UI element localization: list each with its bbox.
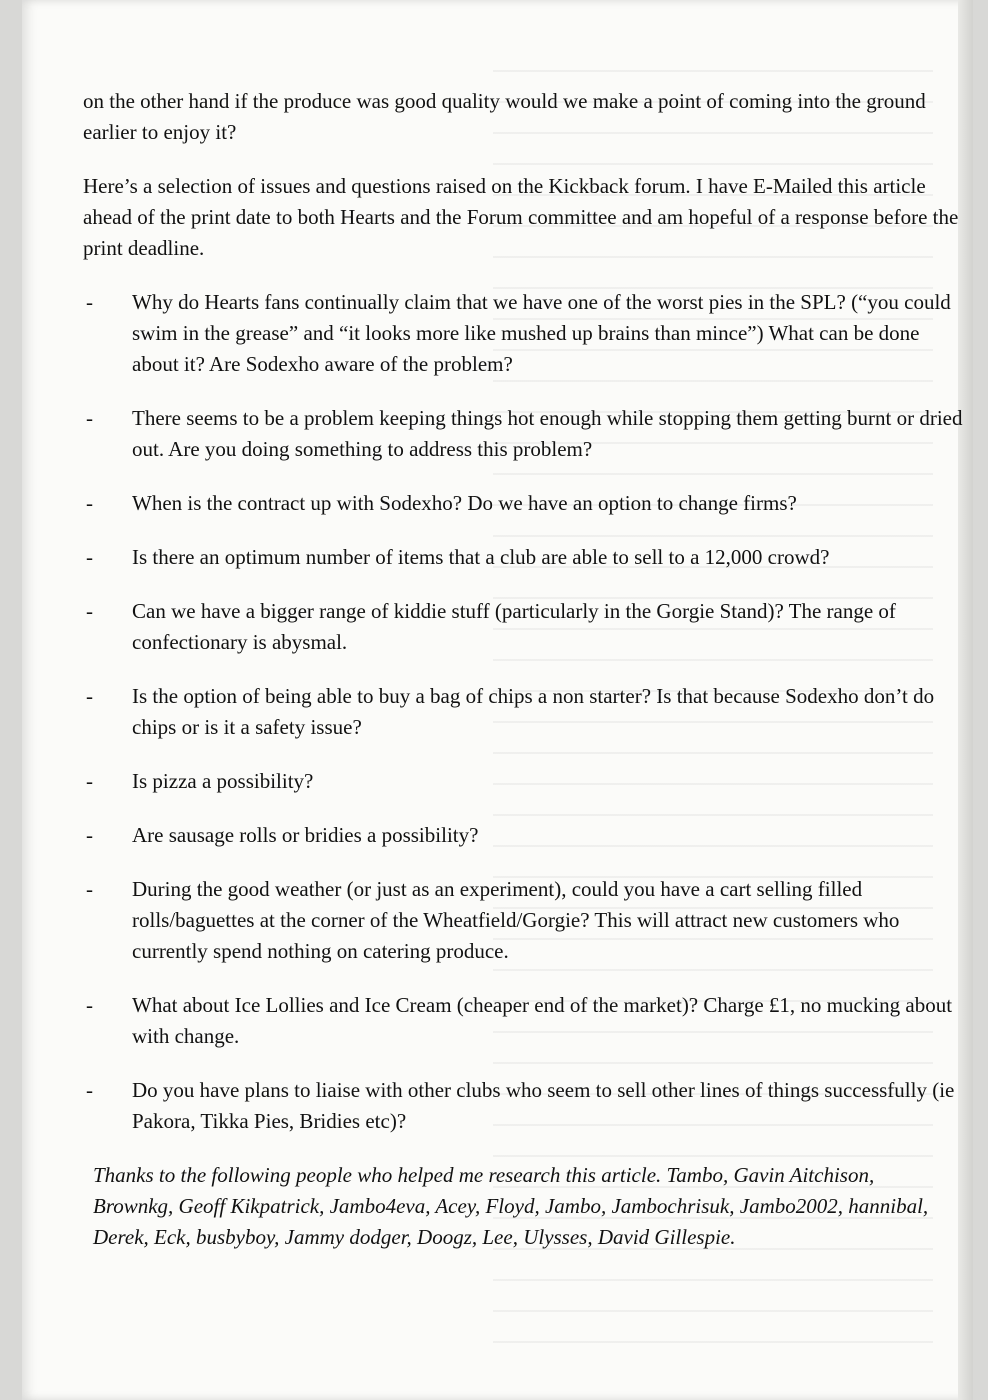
question-text: Can we have a bigger range of kiddie stuff (particularly in the Gorgie Stand)? The range of confectionary is abysmal. bbox=[132, 599, 896, 654]
question-text: During the good weather (or just as an experiment), could you have a cart selling filled rolls/baguettes at the corner of the Wheatfield/Gorgie? This will attract new customers who currently spend nothing on catering produce. bbox=[132, 877, 900, 963]
bullet-dash: - bbox=[86, 823, 93, 847]
bullet-dash: - bbox=[86, 993, 93, 1017]
question-text: Are sausage rolls or bridies a possibility? bbox=[132, 823, 479, 847]
question-item bbox=[83, 681, 963, 743]
question-list bbox=[83, 287, 963, 1137]
question-item bbox=[83, 1075, 963, 1137]
question-text: When is the contract up with Sodexho? Do we have an option to change firms? bbox=[132, 491, 797, 515]
bullet-dash: - bbox=[86, 290, 93, 314]
bullet-dash: - bbox=[86, 406, 93, 430]
bullet-dash: - bbox=[86, 599, 93, 623]
question-item bbox=[83, 287, 963, 380]
bullet-dash: - bbox=[86, 684, 93, 708]
bullet-dash: - bbox=[86, 877, 93, 901]
bullet-dash: - bbox=[86, 769, 93, 793]
question-text: Is there an optimum number of items that a club are able to sell to a 12,000 crowd? bbox=[132, 545, 830, 569]
question-text: What about Ice Lollies and Ice Cream (cheaper end of the market)? Charge £1, no mucking about with change. bbox=[132, 993, 953, 1048]
question-item bbox=[83, 403, 963, 465]
question-item bbox=[83, 820, 963, 851]
intro-paragraph: Here’s a selection of issues and questions raised on the Kickback forum. I have E-Mailed this article ahead of the print date to both Hearts and the Forum committee and am hopeful of a response before the print deadline. bbox=[83, 174, 959, 260]
question-text: Why do Hearts fans continually claim that we have one of the worst pies in the SPL? (“you could swim in the grease” and “it looks more like mushed up brains than mince”) What can be done about it? Are Sodexho aware of the problem? bbox=[132, 290, 951, 376]
intro-continuation: on the other hand if the produce was good quality would we make a point of coming into the ground earlier to enjoy it? bbox=[83, 89, 926, 144]
bullet-dash: - bbox=[86, 545, 93, 569]
question-item bbox=[83, 596, 963, 658]
question-item bbox=[83, 542, 963, 573]
question-text: Is pizza a possibility? bbox=[132, 769, 314, 793]
bullet-dash: - bbox=[86, 491, 93, 515]
acknowledgements: Thanks to the following people who helped me research this article. Tambo, Gavin Aitchison, Brownkg, Geoff Kikpatrick, Jambo4eva, Acey, Floyd, Jambo, Jambochrisuk, Jambo2002, hannibal, Derek, Eck, busbyboy, Jammy dodger, Doogz, Lee, Ulysses, David Gillespie. bbox=[93, 1163, 929, 1249]
question-item bbox=[83, 874, 963, 967]
article-body bbox=[83, 86, 963, 1274]
question-item bbox=[83, 488, 963, 519]
question-text: Do you have plans to liaise with other clubs who seem to sell other lines of things successfully (ie Pakora, Tikka Pies, Bridies etc)? bbox=[132, 1078, 955, 1133]
question-text: Is the option of being able to buy a bag of chips a non starter? Is that because Sodexho don’t do chips or is it a safety issue? bbox=[132, 684, 935, 739]
question-item bbox=[83, 766, 963, 797]
bullet-dash: - bbox=[86, 1078, 93, 1102]
question-text: There seems to be a problem keeping things hot enough while stopping them getting burnt or dried out. Are you doing something to address this problem? bbox=[132, 406, 963, 461]
question-item bbox=[83, 990, 963, 1052]
